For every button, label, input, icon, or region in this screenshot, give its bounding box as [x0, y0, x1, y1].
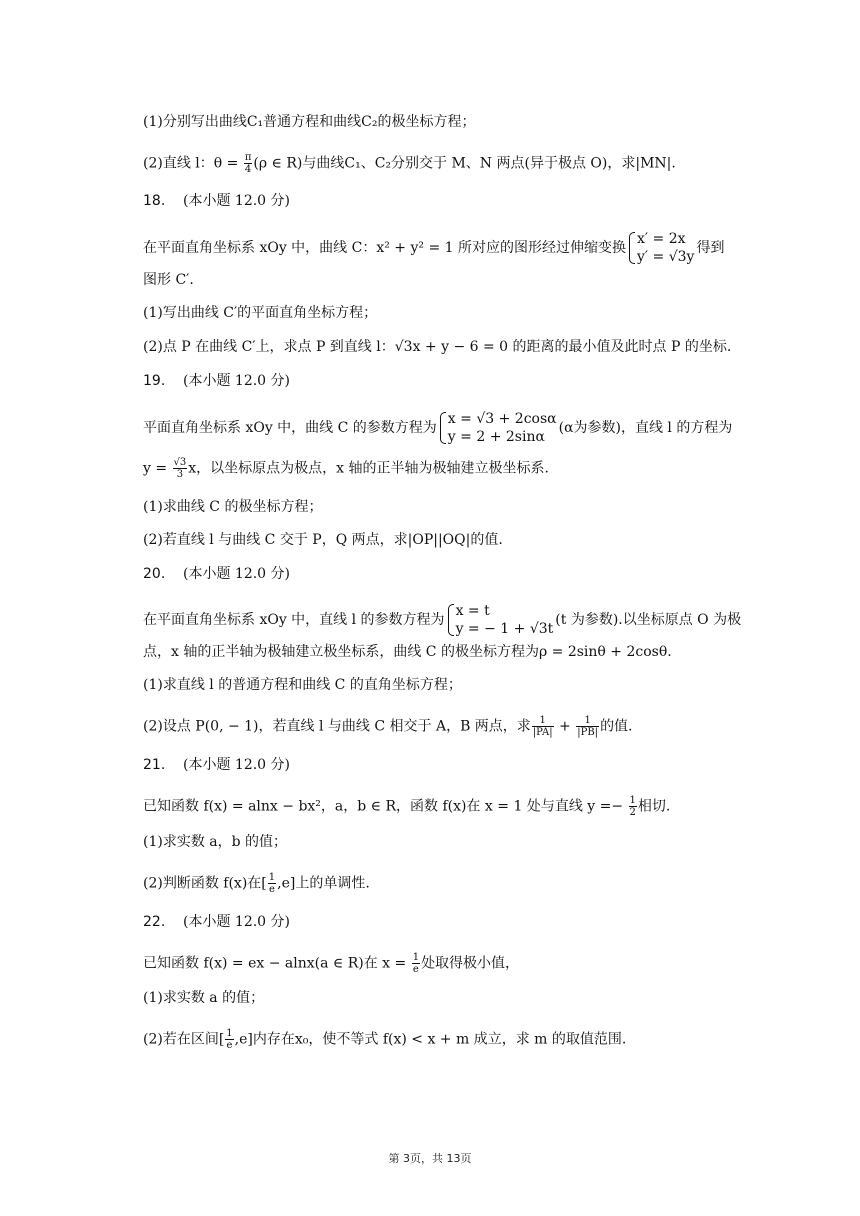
equation-system: x = t y = − 1 + √3t	[447, 602, 554, 638]
equation-system: x′ = 2x y′ = √3y	[628, 230, 694, 266]
q18-part2: (2)点 P 在曲线 C′上，求点 P 到直线 l：√3x + y − 6 = 0 的距离的最小值及此时点 P 的坐标.	[143, 339, 732, 355]
fraction: $\frac{√3}{3}$	[173, 457, 187, 480]
q19-part2: (2)若直线 l 与曲线 C 交于 P，Q 两点，求|OP||OQ|的值.	[143, 532, 503, 548]
q20-part1: (1)求直线 l 的普通方程和曲线 C 的直角坐标方程；	[143, 677, 462, 693]
fraction: $\frac{1}{e}$	[226, 1028, 233, 1051]
q22-part2: (2)若在区间[ $\frac{1}{e}$ ,e]内存在x₀，使不等式 f(x) < x + m 成立，求 m 的取值范围.	[143, 1028, 627, 1051]
q20-statement-cont: 点，x 轴的正半轴为极轴建立极坐标系，曲线 C 的极坐标方程为ρ = 2sinθ + 2cosθ.	[143, 644, 672, 660]
q22-part1: (1)求实数 a 的值；	[143, 990, 265, 1006]
question-22-header: 22. (本小题 12.0 分)	[143, 914, 290, 930]
q18-statement-cont: 图形 C′.	[143, 272, 194, 288]
fraction: $\frac{1}{e}$	[412, 952, 420, 975]
q17-part2: (2)直线 l：θ = $\frac{\pi}{4}$ (ρ ∈ R)与曲线C₁、C₂分别交于 M、N 两点(异于极点 O)，求|MN|.	[143, 152, 676, 175]
q21-part1: (1)求实数 a，b 的值；	[143, 834, 288, 850]
question-21-header: 21. (本小题 12.0 分)	[143, 757, 290, 773]
q21-part2: (2)判断函数 f(x)在[ $\frac{1}{e}$ ,e]上的单调性.	[143, 872, 370, 895]
q18-statement: 在平面直角坐标系 xOy 中，曲线 C：x² + y² = 1 所对应的图形经过伸缩变换 x′ = 2x y′ = √3y 得到	[143, 231, 725, 265]
q19-statement: 平面直角坐标系 xOy 中，曲线 C 的参数方程为 x = √3 + 2cosα y = 2 + 2sinα (α为参数)，直线 l 的方程为	[143, 411, 733, 445]
equation-system: x = √3 + 2cosα y = 2 + 2sinα	[439, 410, 557, 446]
q20-statement: 在平面直角坐标系 xOy 中，直线 l 的参数方程为 x = t y = − 1 + √3t (t 为参数).以坐标原点 O 为极	[143, 603, 742, 637]
question-18-header: 18. (本小题 12.0 分)	[143, 193, 290, 209]
question-19-header: 19. (本小题 12.0 分)	[143, 373, 290, 389]
fraction: $\frac{1}{e}$	[268, 872, 276, 895]
page-footer: 第 3页，共 13页	[388, 1152, 472, 1165]
fraction: $\frac{\pi}{4}$	[244, 152, 252, 175]
fraction: $\frac{1}{|PA|}$	[532, 715, 553, 738]
q20-part2: (2)设点 P(0, − 1)，若直线 l 与曲线 C 相交于 A，B 两点，求 $\frac{1}{|PA|}$ + $\frac{1}{|PB|}$ 的值.	[143, 715, 633, 738]
q19-part1: (1)求曲线 C 的极坐标方程；	[143, 499, 323, 515]
question-20-header: 20. (本小题 12.0 分)	[143, 566, 290, 582]
fraction: $\frac{1}{2}$	[629, 795, 636, 818]
q22-statement: 已知函数 f(x) = ex − alnx(a ∈ R)在 x = $\frac{1}{e}$ 处取得极小值，	[143, 952, 520, 975]
q17-part1: (1)分别写出曲线C₁普通方程和曲线C₂的极坐标方程；	[143, 114, 476, 130]
fraction: $\frac{1}{|PB|}$	[577, 715, 599, 738]
q21-statement: 已知函数 f(x) = alnx − bx²，a，b ∈ R，函数 f(x)在 x = 1 处与直线 y =− $\frac{1}{2}$ 相切.	[143, 795, 671, 818]
q18-part1: (1)写出曲线 C′的平面直角坐标方程；	[143, 305, 378, 321]
q19-statement-cont: y = $\frac{√3}{3}$ x，以坐标原点为极点，x 轴的正半轴为极轴建立极坐标系.	[143, 457, 549, 480]
